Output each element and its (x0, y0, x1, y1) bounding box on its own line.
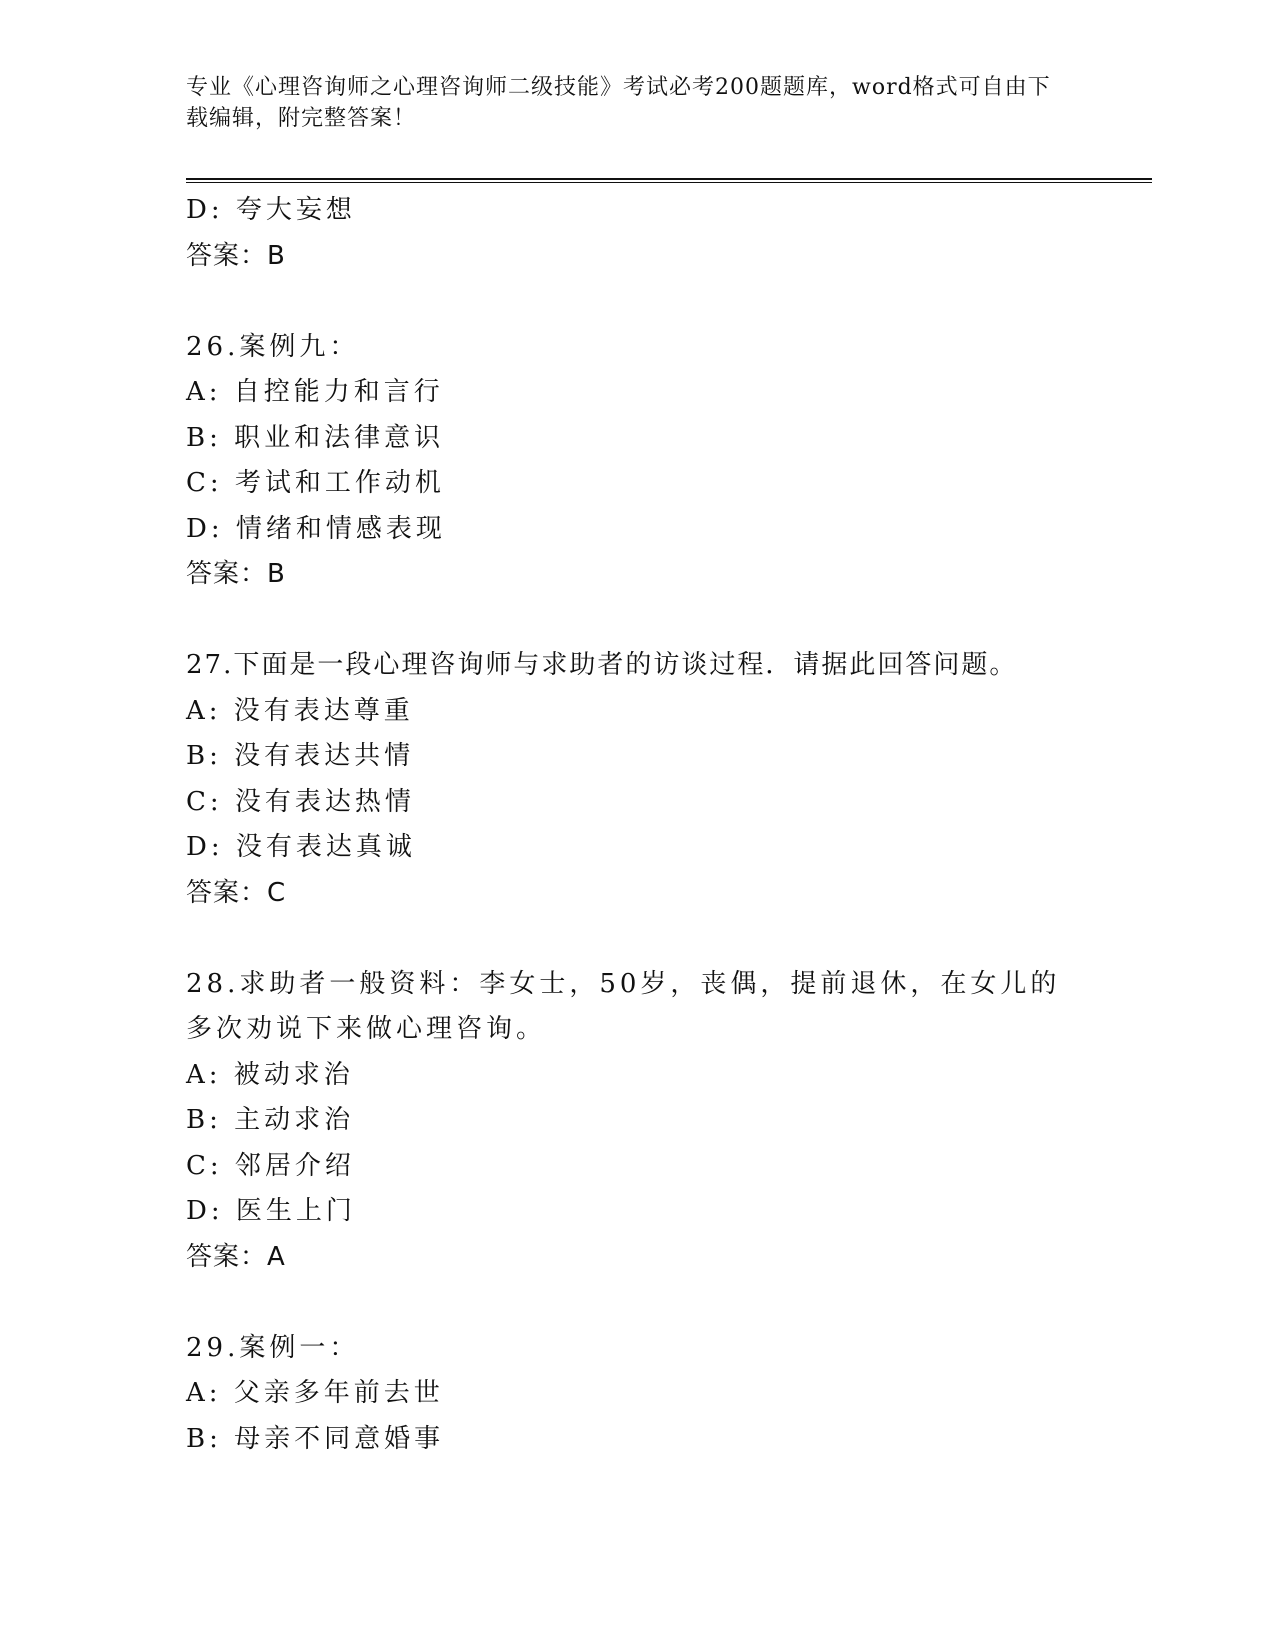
question-text: 27.下面是一段心理咨询师与求助者的访谈过程．请据此回答问题。 (186, 650, 1018, 680)
question-text: 26.案例九： (186, 331, 360, 362)
option-c: C: 考试和工作动机 (186, 468, 445, 498)
question-28 (186, 962, 1152, 1281)
document-title: 专业《心理咨询师之心理咨询师二级技能》考试必考200题题库，word格式可自由下载编辑，附完整答案！ (186, 75, 1051, 131)
header-divider (186, 178, 1152, 183)
spacer (186, 916, 1152, 962)
spacer (186, 598, 1152, 644)
option-b: B: 没有表达共情 (186, 741, 415, 771)
option-c: C: 邻居介绍 (186, 1150, 355, 1181)
document-header (186, 72, 1066, 134)
question-text: 29.案例一： (186, 1332, 360, 1363)
answer-line: 答案：B (186, 559, 286, 589)
option-a: A: 自控能力和言行 (186, 377, 444, 407)
option-c: C: 没有表达热情 (186, 786, 415, 817)
question-text: 28.求助者一般资料：李女士，50岁，丧偶，提前退休，在女儿的多次劝说下来做心理咨询。 (186, 968, 1061, 1044)
question-26 (186, 325, 1152, 598)
option-b: B: 职业和法律意识 (186, 422, 445, 453)
option-b: B: 母亲不同意婚事 (186, 1423, 445, 1454)
option-a: A: 父亲多年前去世 (186, 1378, 444, 1408)
answer-line: 答案：A (186, 1241, 286, 1272)
question-29 (186, 1326, 1152, 1463)
option-a: A: 被动求治 (186, 1059, 354, 1090)
answer-line: 答案：C (186, 877, 287, 908)
option-a: A: 没有表达尊重 (186, 695, 414, 726)
question-27 (186, 643, 1152, 916)
option-d: D: 情绪和情感表现 (186, 513, 446, 544)
spacer (186, 279, 1152, 325)
question-list (186, 188, 1152, 1462)
spacer (186, 1280, 1152, 1326)
answer-line: 答案：B (186, 240, 286, 271)
option-d: D: 夸大妄想 (186, 195, 356, 225)
option-d: D: 医生上门 (186, 1196, 356, 1226)
option-d: D: 没有表达真诚 (186, 832, 416, 862)
option-b: B: 主动求治 (186, 1105, 355, 1135)
